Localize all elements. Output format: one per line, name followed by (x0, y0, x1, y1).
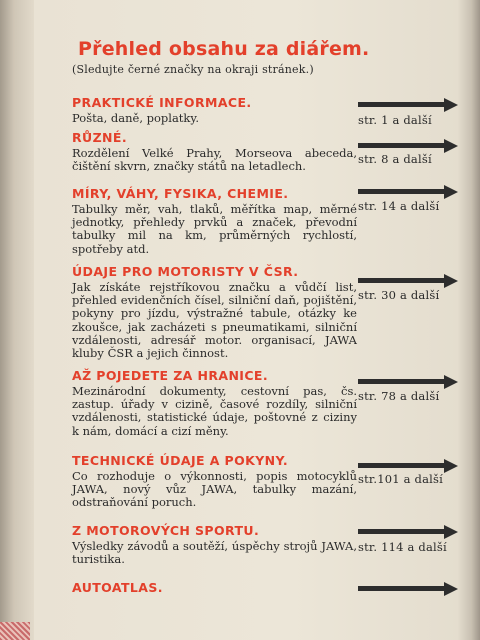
section-heading: AŽ POJEDETE ZA HRANICE. (72, 368, 269, 383)
section-heading: TECHNICKÉ ÚDAJE A POKYNY. (72, 453, 289, 468)
page-reference: str. 1 a další (358, 113, 432, 127)
section-ruzne (72, 130, 357, 173)
arrow-right-icon (358, 274, 460, 288)
arrow-right-icon (358, 139, 460, 153)
section-autoatlas (72, 580, 357, 596)
page-reference: str. 14 a další (358, 199, 440, 213)
section-body: Co rozhoduje o výkonnosti, popis motocyklů JAWA, nový vůz JAWA, tabulky mazání, odstraňování poruch. (72, 469, 357, 510)
page-edge (458, 0, 480, 640)
section-heading: PRAKTICKÉ INFORMACE. (72, 95, 252, 110)
section-technicke-udaje (72, 453, 357, 510)
section-body: Tabulky měr, vah, tlaků, měřítka map, měrné jednotky, přehledy prvků a značek, převodní tabulky mil na km, průměrných rychlostí, spotřeby atd. (72, 202, 357, 256)
section-heading: RŮZNÉ. (72, 130, 127, 145)
section-heading: ÚDAJE PRO MOTORISTY V ČSR. (72, 264, 299, 279)
page-reference: str. 78 a další (358, 389, 440, 403)
arrow-right-icon (358, 375, 460, 389)
section-miry-vahy (72, 186, 357, 256)
page-gutter (0, 0, 34, 640)
section-az-pojedete (72, 368, 357, 438)
page-reference: str. 30 a další (358, 288, 440, 302)
arrow-right-icon (358, 459, 460, 473)
section-body: Mezinárodní dokumenty, cestovní pas, čs. zastup. úřady v cizině, časové rozdíly, silniční vzdálenosti, statistické údaje, poštovné z ciziny k nám, domácí a cizí měny. (72, 384, 357, 438)
arrow-right-icon (358, 98, 460, 112)
section-heading: AUTOATLAS. (72, 580, 163, 595)
page-reference: str. 8 a další (358, 152, 432, 166)
page-title: Přehled obsahu za diářem. (78, 38, 370, 60)
page-reference: str. 114 a další (358, 540, 447, 554)
arrow-right-icon (358, 185, 460, 199)
arrow-right-icon (358, 525, 460, 539)
section-body: Rozdělení Velké Prahy, Morseova abeceda, čištění skvrn, značky států na letadlech. (72, 146, 357, 174)
arrow-right-icon (358, 582, 460, 596)
section-prakticke-informace (72, 95, 357, 125)
section-body: Výsledky závodů a soutěží, úspěchy strojů JAWA, turistika. (72, 539, 357, 567)
section-heading: Z MOTOROVÝCH SPORTU. (72, 523, 260, 538)
section-heading: MÍRY, VÁHY, FYSIKA, CHEMIE. (72, 186, 289, 201)
section-body: Pošta, daně, poplatky. (72, 111, 200, 125)
page-subtitle: (Sledujte černé značky na okraji stránek.) (72, 63, 314, 76)
binding-strip (0, 622, 30, 640)
page-reference: str.101 a další (358, 472, 444, 486)
section-body: Jak získáte rejstříkovou značku a vůdčí list, přehled evidenčních čísel, silniční daň, pojištění, pokyny pro jízdu, výstražné tabule, otázky ke zkoušce, jak zacházeti s pneumatikami, silniční vzdálenosti, adresář motor. organisací, JAWA kluby ČSR a jejich činnost. (72, 280, 357, 361)
section-udaje-pro-motoristy (72, 264, 357, 360)
section-z-motorovych-sportu (72, 523, 357, 566)
